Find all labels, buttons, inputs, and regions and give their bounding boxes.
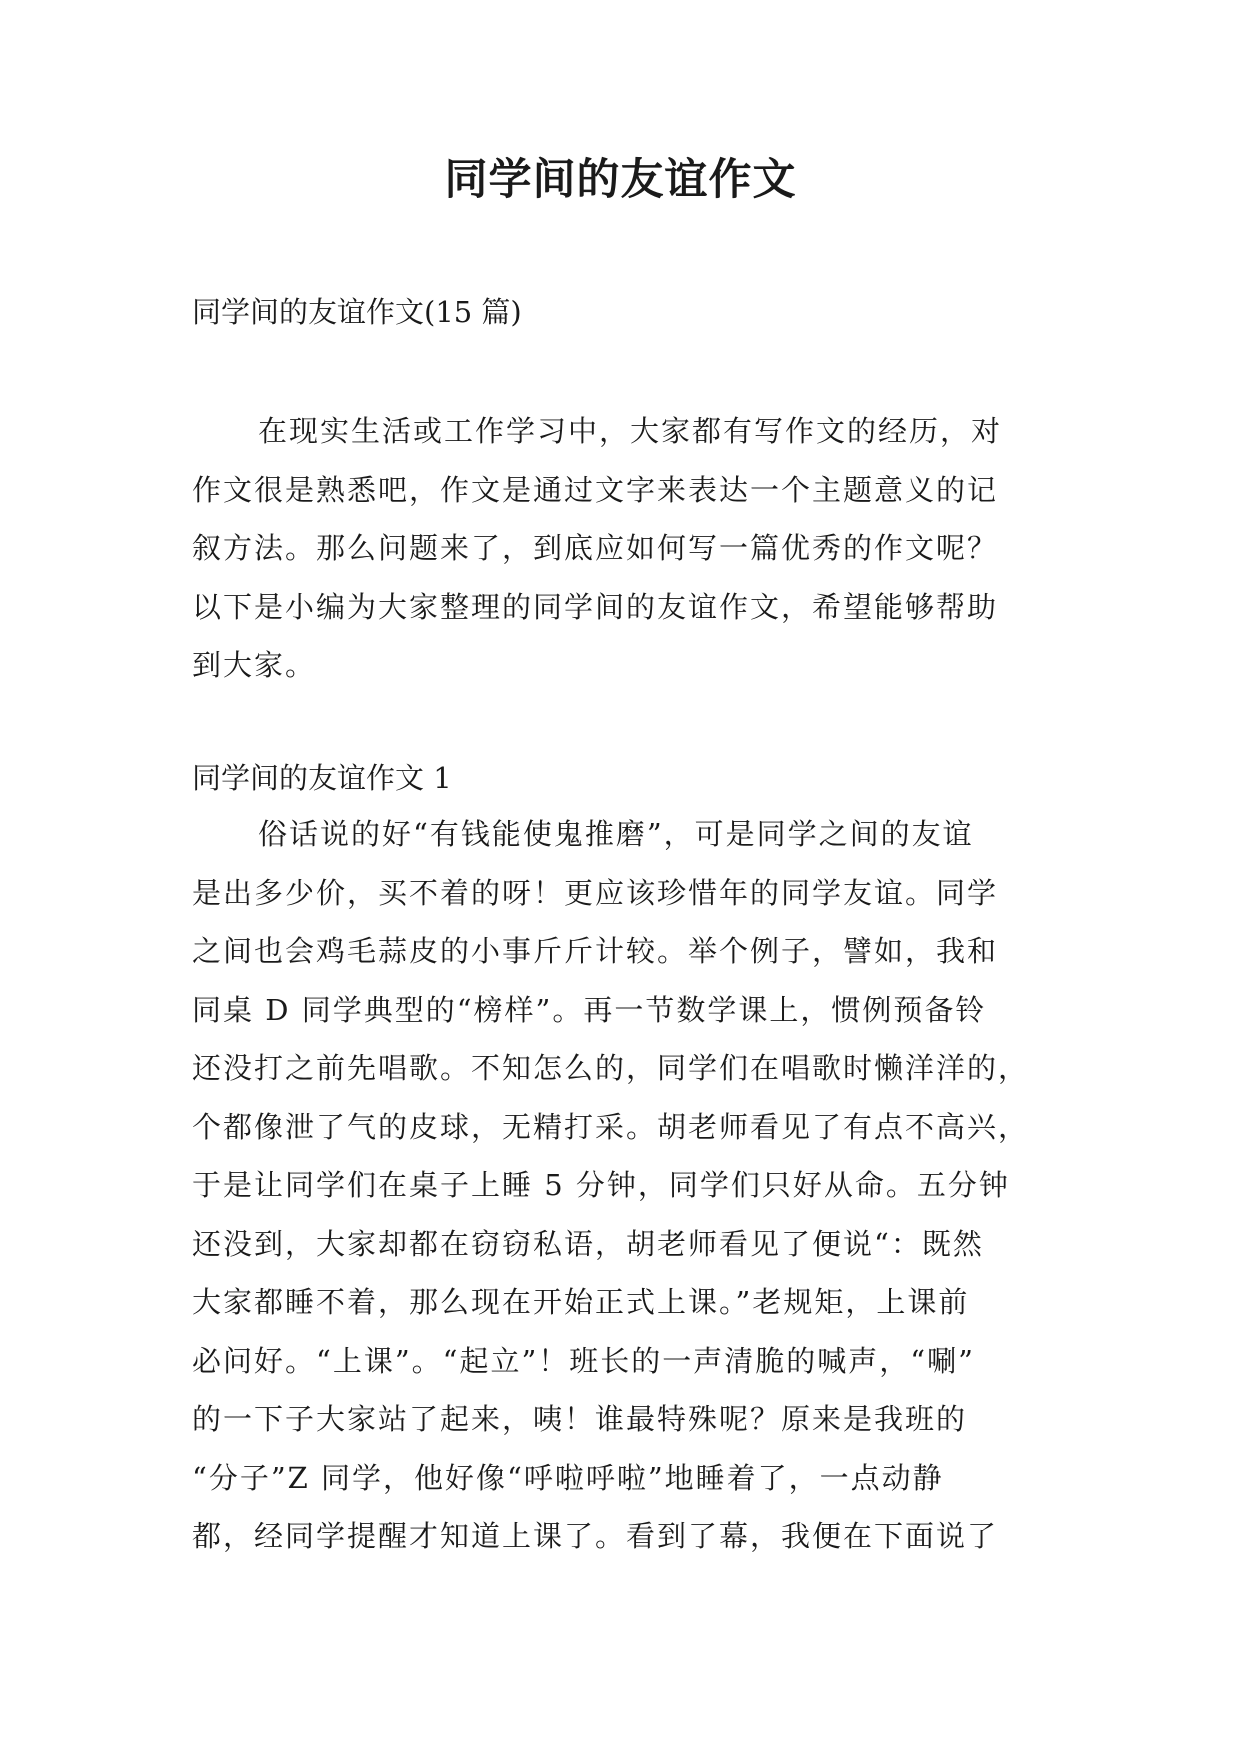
document-title: 同学间的友谊作文 — [444, 155, 797, 205]
section-paragraph — [192, 805, 1050, 1566]
section-line: 个都像泄了气的皮球，无精打采。胡老师看见了有点不高兴， — [192, 1109, 1030, 1144]
section-line: 的一下子大家站了起来，咦！谁最特殊呢？原来是我班的 — [192, 1402, 968, 1436]
section-line: 之间也会鸡毛蒜皮的小事斤斤计较。举个例子，譬如，我和 — [192, 934, 999, 968]
intro-line: 叙方法。那么问题来了，到底应如何写一篇优秀的作文呢？ — [192, 531, 999, 565]
section-line: 俗话说的好“有钱能使鬼推磨”，可是同学之间的友谊 — [258, 817, 974, 851]
section-line: 还没到，大家却都在窃窃私语，胡老师看见了便说“：既然 — [192, 1226, 984, 1261]
section-line: 同桌 D 同学典型的“榜样”。再一节数学课上，惯例预备铃 — [192, 992, 987, 1027]
section-line: 必问好。“上课”。“起立”！班长的一声清脆的喊声，“唰” — [192, 1343, 975, 1378]
intro-line: 到大家。 — [192, 648, 317, 682]
section-line: 是出多少价，买不着的呀！更应该珍惜年的同学友谊。同学 — [192, 875, 999, 910]
section-line: 于是让同学们在桌子上睡 5 分钟，同学们只好从命。五分钟 — [192, 1168, 1010, 1202]
intro-paragraph — [192, 402, 1050, 695]
intro-line: 以下是小编为大家整理的同学间的友谊作文，希望能够帮助 — [192, 589, 999, 624]
intro-line: 作文很是熟悉吧，作文是通过文字来表达一个主题意义的记 — [192, 472, 999, 507]
section-line: 大家都睡不着，那么现在开始正式上课。”老规矩，上课前 — [192, 1285, 970, 1319]
document-subtitle: 同学间的友谊作文(15 篇) — [192, 295, 522, 329]
section-line: “分子”Z 同学，他好像“呼啦呼啦”地睡着了，一点动静 — [192, 1460, 944, 1495]
section-line: 都，经同学提醒才知道上课了。看到了幕，我便在下面说了 — [192, 1519, 999, 1553]
section-heading: 同学间的友谊作文 1 — [192, 761, 452, 795]
section-line: 还没打之前先唱歌。不知怎么的，同学们在唱歌时懒洋洋的， — [192, 1051, 1030, 1085]
intro-line: 在现实生活或工作学习中，大家都有写作文的经历，对 — [258, 414, 1003, 448]
